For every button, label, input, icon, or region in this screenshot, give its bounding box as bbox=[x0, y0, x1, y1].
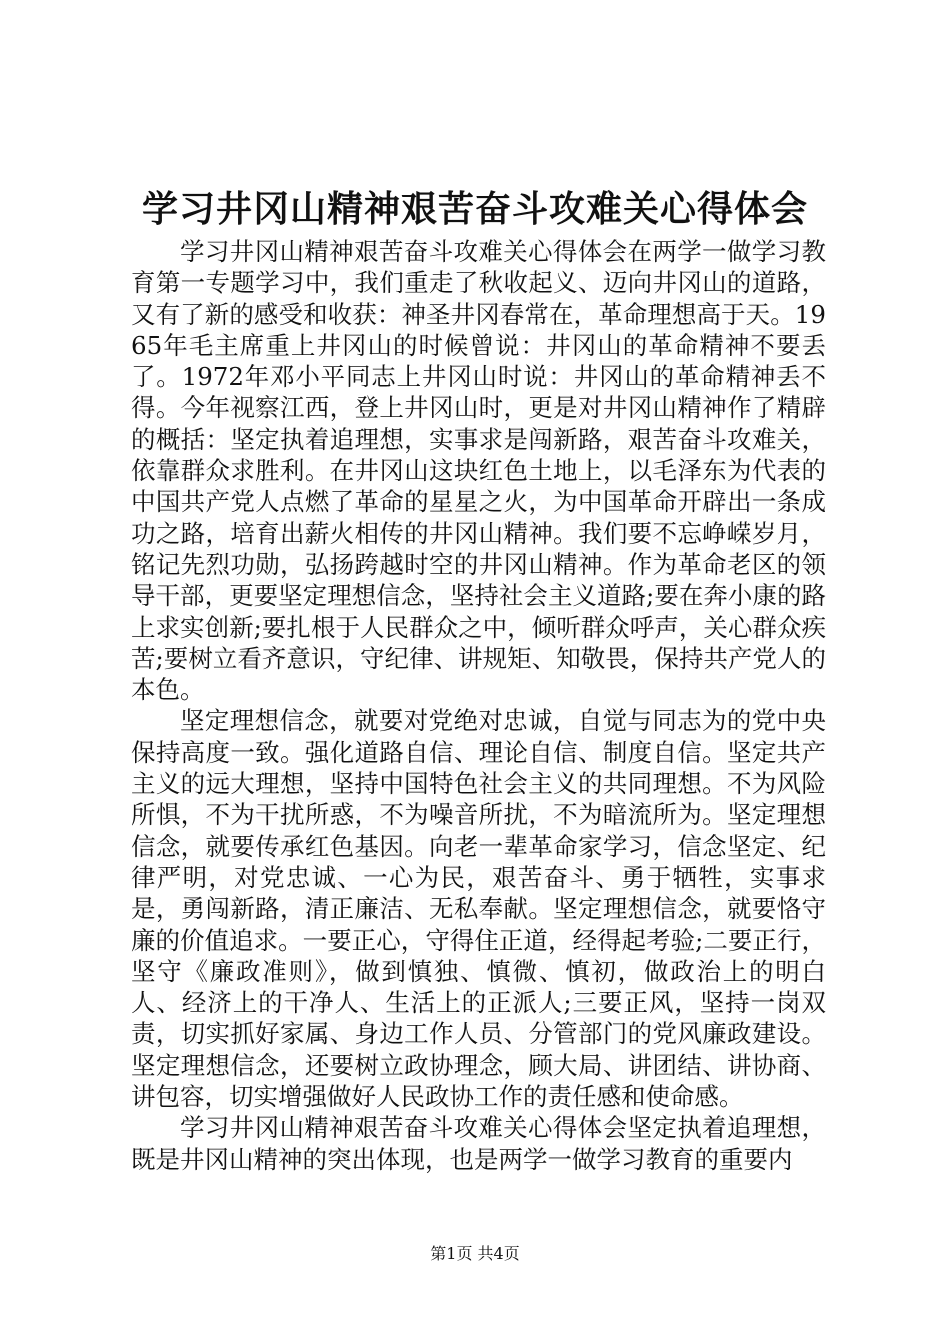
body-paragraph-3: 学习井冈山精神艰苦奋斗攻难关心得体会坚定执着追理想，既是井冈山精神的突出体现，也是两学一做学习教育的重要内 bbox=[131, 1113, 826, 1174]
document-body bbox=[131, 236, 826, 1175]
document-title: 学习井冈山精神艰苦奋斗攻难关心得体会 bbox=[141, 188, 808, 230]
body-paragraph-2: 坚定理想信念，就要对党绝对忠诚，自觉与同志为的党中央保持高度一致。强化道路自信、理论自信、制度自信。坚定共产主义的远大理想，坚持中国特色社会主义的共同理想。不为风险所惧，不为干扰所惑，不为噪音所扰，不为暗流所为。坚定理想信念，就要传承红色基因。向老一辈革命家学习，信念坚定、纪律严明，对党忠诚、一心为民，艰苦奋斗、勇于牺牲，实事求是，勇闯新路，清正廉洁、无私奉献。坚定理想信念，就要恪守廉的价值追求。一要正心，守得住正道，经得起考验;二要正行，坚守《廉政准则》，做到慎独、慎微、慎初，做政治上的明白人、经济上的干净人、生活上的正派人;三要正风，坚持一岗双责，切实抓好家属、身边工作人员、分管部门的党风廉政建设。坚定理想信念，还要树立政协理念，顾大局、讲团结、讲协商、讲包容，切实增强做好人民政协工作的责任感和使命感。 bbox=[131, 706, 826, 1112]
body-paragraph-1: 学习井冈山精神艰苦奋斗攻难关心得体会在两学一做学习教育第一专题学习中，我们重走了秋收起义、迈向井冈山的道路，又有了新的感受和收获：神圣井冈春常在，革命理想高于天。1965年毛主席重上井冈山的时候曾说：井冈山的革命精神不要丢了。1972年邓小平同志上井冈山时说：井冈山的革命精神丢不得。今年视察江西，登上井冈山时，更是对井冈山精神作了精辟的概括：坚定执着追理想，实事求是闯新路，艰苦奋斗攻难关，依靠群众求胜利。在井冈山这块红色土地上，以毛泽东为代表的中国共产党人点燃了革命的星星之火，为中国革命开辟出一条成功之路，培育出薪火相传的井冈山精神。我们要不忘峥嵘岁月，铭记先烈功勋，弘扬跨越时空的井冈山精神。作为革命老区的领导干部，更要坚定理想信念，坚持社会主义道路;要在奔小康的路上求实创新;要扎根于人民群众之中，倾听群众呼声，关心群众疾苦;要树立看齐意识，守纪律、讲规矩、知敬畏，保持共产党人的本色。 bbox=[131, 237, 826, 705]
page-number-footer: 第1页 共4页 bbox=[430, 1244, 520, 1263]
